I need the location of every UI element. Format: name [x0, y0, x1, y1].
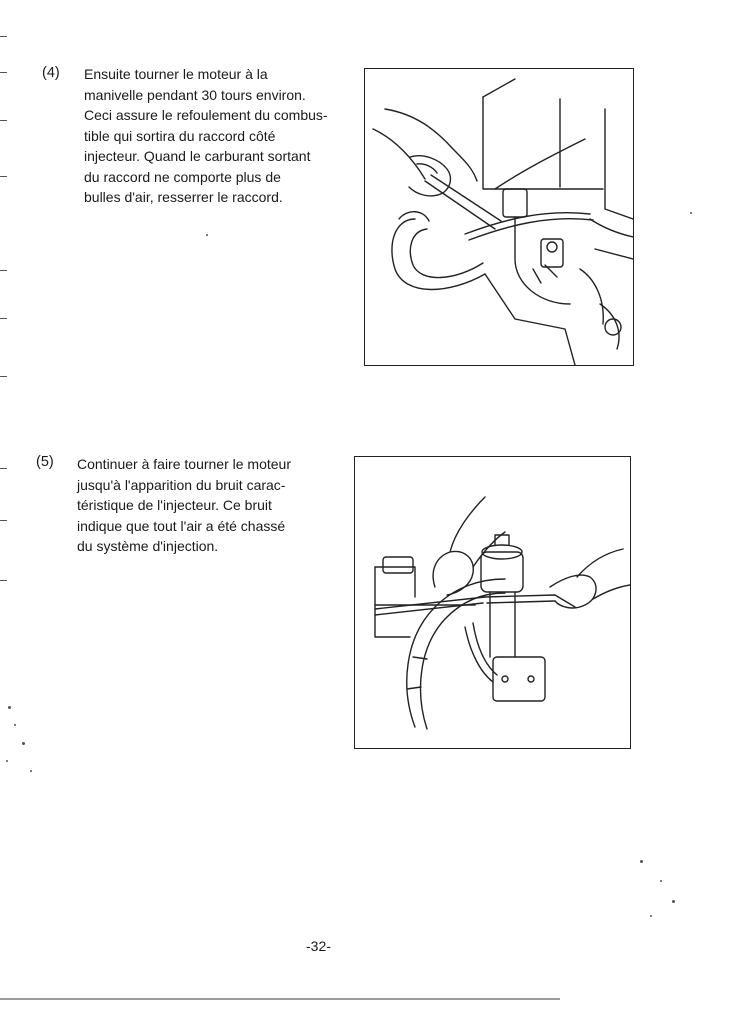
step-5-line: du système d'injection.	[77, 538, 219, 554]
margin-mark	[0, 120, 7, 121]
step-5-line: Continuer à faire tourner le moteur	[77, 456, 291, 472]
step-5-line: jusqu'à l'apparition du bruit carac-	[77, 476, 286, 493]
step-4-line: bulles d'air, resserrer le raccord.	[84, 189, 283, 205]
step-4-number: (4)	[42, 65, 60, 81]
fuel-line-wrench-drawing	[365, 69, 633, 365]
scan-speck	[14, 724, 16, 726]
scan-speck	[672, 900, 675, 903]
step-5-number: (5)	[36, 454, 54, 470]
step-4-line: Ceci assure le refoulement du combus-	[84, 107, 328, 123]
step-5-line: indique que tout l'air a été chassé	[77, 517, 286, 534]
margin-mark	[0, 176, 7, 177]
scan-speck	[690, 212, 692, 214]
margin-mark	[0, 376, 7, 377]
margin-mark	[0, 36, 7, 37]
scan-speck	[206, 234, 208, 236]
margin-mark	[0, 72, 7, 73]
step-5-line: téristique de l'injecteur. Ce bruit	[77, 497, 272, 513]
step-4-illustration	[364, 68, 634, 366]
scan-speck	[8, 706, 11, 709]
two-wrench-injector-drawing	[355, 457, 630, 748]
step-4-line: Ensuite tourner le moteur à la	[84, 66, 268, 82]
scan-speck	[22, 742, 25, 745]
scan-speck	[650, 915, 652, 917]
scan-edge	[0, 998, 560, 1000]
scan-speck	[660, 880, 662, 882]
margin-mark	[0, 468, 7, 469]
page-number: -32-	[306, 938, 331, 954]
margin-mark	[0, 580, 7, 581]
margin-mark	[0, 270, 7, 271]
margin-mark	[0, 520, 7, 521]
step-4-line: du raccord ne comporte plus de	[84, 168, 281, 185]
scan-speck	[30, 770, 32, 772]
scan-speck	[640, 860, 643, 863]
scan-speck	[6, 760, 8, 762]
margin-mark	[0, 318, 7, 319]
step-4-line: tible qui sortira du raccord côté	[84, 127, 276, 144]
step-5-illustration	[354, 456, 631, 749]
step-4-line: manivelle pendant 30 tours environ.	[84, 86, 306, 103]
step-5-text	[77, 454, 291, 557]
step-4-line: injecteur. Quand le carburant sortant	[84, 148, 311, 164]
step-4-text	[84, 64, 328, 208]
